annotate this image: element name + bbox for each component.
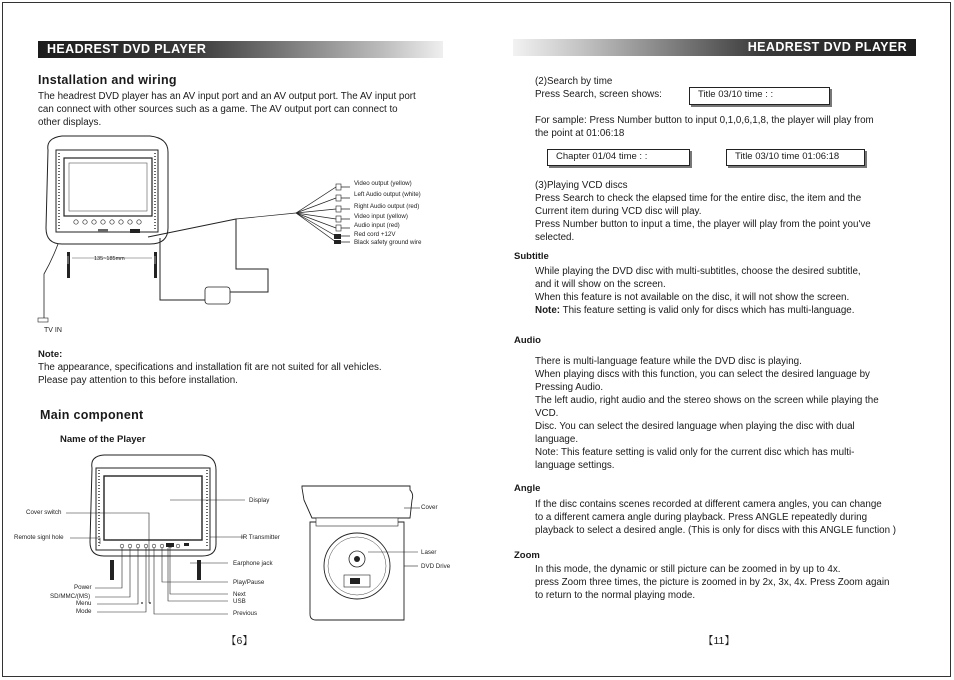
right-banner: HEADREST DVD PLAYER: [513, 39, 916, 56]
main-component-title: Main component: [40, 408, 144, 422]
text-line: language settings.: [535, 460, 615, 471]
text-line: playback to select a desired angle. (This is only for discs with this ANGLE function ): [535, 525, 897, 536]
text-line: Press Search, screen shows:: [535, 89, 662, 100]
text-line: While playing the DVD disc with multi-subtitles, choose the desired subtitle,: [535, 266, 861, 277]
text-line: to return to the normal playing mode.: [535, 590, 696, 601]
label-usb: USB: [233, 598, 246, 605]
wire-label: Audio input (red): [354, 222, 400, 229]
text-line: Current item during VCD disc will play.: [535, 206, 702, 217]
text-line: For sample: Press Number button to input 0,1,0,6,1,8, the player will play from: [535, 115, 874, 126]
wire-label: Left Audio output (white): [354, 191, 421, 198]
audio-heading: Audio: [514, 335, 541, 346]
label-cover-switch: Cover switch: [26, 509, 62, 516]
wire-label: Right Audio output (red): [354, 203, 420, 210]
player-display: [104, 476, 202, 540]
page-number-left: 【6】: [226, 635, 253, 647]
tv-in-label: TV IN: [44, 327, 62, 334]
headrest-screen: [64, 158, 152, 216]
label-menu: Menu: [76, 600, 92, 607]
angle-text: [535, 498, 896, 537]
text-line: and it will show on the screen.: [535, 279, 666, 290]
angle-heading: Angle: [514, 483, 541, 494]
text-line: press Zoom three times, the picture is zoomed in by 2x, 3x, 4x. Press Zoom again: [535, 577, 890, 588]
label-earphone: Earphone jack: [233, 560, 273, 567]
label-remote: Remote signl hole: [14, 534, 64, 541]
laser-lens: [350, 578, 360, 584]
label-power: Power: [74, 584, 92, 591]
text-line: VCD.: [535, 408, 559, 419]
label-mode: Mode: [76, 608, 92, 615]
text-line: When this feature is not available on the disc, it will not show the screen.: [535, 292, 850, 303]
text-line: Note: This feature setting is valid only for the current disc which has multi-: [535, 447, 855, 458]
text-line: There is multi-language feature while the DVD disc is playing.: [535, 356, 802, 367]
installation-title: Installation and wiring: [38, 73, 177, 87]
left-banner: HEADREST DVD PLAYER: [38, 41, 443, 58]
text-line: Press Search to check the elapsed time for the entire disc, the item and the: [535, 193, 862, 204]
label-play: Play/Pause: [233, 579, 265, 586]
text-line: can connect with other sources such as a game. The AV output port can connect to: [38, 104, 398, 115]
zoom-heading: Zoom: [514, 550, 540, 561]
wire-label: Red cord +12V: [354, 231, 396, 238]
label-previous: Previous: [233, 610, 258, 617]
zoom-text: [535, 563, 889, 602]
text-line: language.: [535, 434, 579, 445]
text-line: other displays.: [38, 117, 102, 128]
osd-title-time-box: Title 03/10 time : :: [689, 87, 830, 105]
osd-chapter-box: Chapter 01/04 time : :: [547, 149, 690, 166]
subtitle-text: [535, 265, 861, 317]
wire-label: Video output (yellow): [354, 180, 412, 187]
subtitle-heading: Subtitle: [514, 251, 549, 262]
text-line: Press Number button to input a time, the player will play from the point you've: [535, 219, 871, 230]
text-line: to a different camera angle during playback. Press ANGLE repeatedly during: [535, 512, 868, 523]
text-line: In this mode, the dynamic or still picture can be zoomed in by up to 4x.: [535, 564, 841, 575]
subtitle-note: [535, 304, 861, 317]
note-title: Note:: [38, 349, 63, 360]
fuse-holder: [205, 287, 230, 304]
search-time-text: [535, 75, 662, 101]
drive-cover: [302, 486, 413, 518]
text-line: The left audio, right audio and the stereo shows on the screen while playing the: [535, 395, 879, 406]
vcd-text: [535, 179, 871, 244]
text-line: Please pay attention to this before installation.: [38, 375, 238, 386]
text-line: When playing discs with this function, you can select the desired language by: [535, 369, 870, 380]
text-line: the point at 01:06:18: [535, 128, 625, 139]
text-line: (2)Search by time: [535, 76, 613, 87]
label-display: Display: [249, 497, 270, 504]
note-text: [38, 361, 382, 387]
audio-text: [535, 355, 879, 472]
label-ir: IR Transmitter: [241, 534, 280, 541]
page-number-right: 【11】: [703, 635, 735, 647]
wire-label: Black safety ground wire: [354, 239, 422, 246]
osd-title-full-box: Title 03/10 time 01:06:18: [726, 149, 865, 166]
text-line: If the disc contains scenes recorded at different camera angles, you can change: [535, 499, 882, 510]
note-text: This feature setting is valid only for discs which has multi-language.: [560, 305, 855, 316]
text-line: Pressing Audio.: [535, 382, 604, 393]
sample-text: [535, 114, 874, 140]
text-line: The headrest DVD player has an AV input port and an AV output port. The AV input port: [38, 91, 416, 102]
label-next: Next: [233, 591, 246, 598]
label-laser: Laser: [421, 549, 437, 556]
wire-label: Video input (yellow): [354, 213, 408, 220]
label-sd: SD/MMC/(MS): [50, 593, 91, 600]
label-dvd-drive: DVD Drive: [421, 563, 451, 570]
text-line: selected.: [535, 232, 575, 243]
label-cover: Cover: [421, 504, 438, 511]
text-line: (3)Playing VCD discs: [535, 180, 628, 191]
text-line: Disc. You can select the desired language when playing the disc with dual: [535, 421, 855, 432]
dimension-label: 135~185mm: [94, 256, 125, 262]
player-name-title: Name of the Player: [60, 434, 146, 445]
note-label: Note:: [535, 305, 561, 316]
text-line: The appearance, specifications and installation fit are not suited for all vehicles.: [38, 362, 382, 373]
